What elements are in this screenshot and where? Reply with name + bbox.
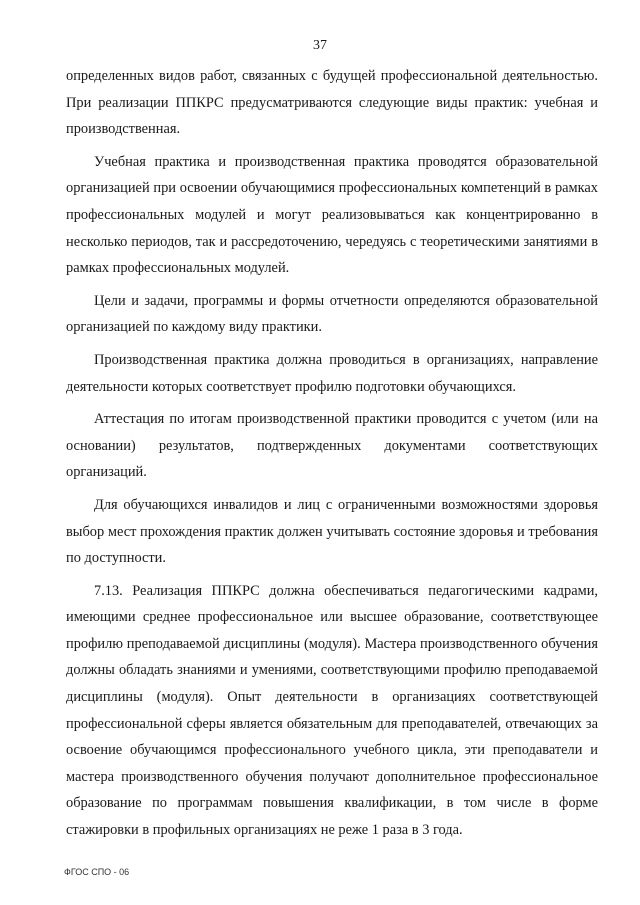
paragraph-production-practice: Производственная практика должна проводиться в организациях, направление деятельности которых соответствует профилю подготовки обучающихся. <box>66 351 598 395</box>
document-body <box>66 63 598 850</box>
footer-standard-code: ФГОС СПО - 06 <box>64 867 130 877</box>
paragraph-section-7-13: 7.13. Реализация ППКРС должна обеспечиваться педагогическими кадрами, имеющими среднее профессиональное или высшее образование, соответствующее профилю преподаваемой дисциплины (модуля). Мастера производственного обучения должны обладать знаниями и умениями, соответствующими профилю преподаваемой дисциплины (модуля). Опыт деятельности в организациях соответствующей профессиональной сферы является обязательным для преподавателей, отвечающих за освоение обучающимся профессионального учебного цикла, эти преподаватели и мастера производственного обучения получают дополнительное профессиональное образование по программам повышения квалификации, в том числе в форме стажировки в профильных организациях не реже 1 раза в 3 года. <box>66 582 598 839</box>
paragraph-practice-goals: Цели и задачи, программы и формы отчетности определяются образовательной организацией по каждому виду практики. <box>66 292 598 336</box>
paragraph-disabled-students: Для обучающихся инвалидов и лиц с ограниченными возможностями здоровья выбор мест прохождения практик должен учитывать состояние здоровья и требования по доступности. <box>66 496 598 567</box>
page-number: 37 <box>313 38 327 53</box>
paragraph-practice-conduct: Учебная практика и производственная практика проводятся образовательной организацией при освоении обучающимися профессиональных компетенций в рамках профессиональных модулей и могут реализовываться как концентрированно в несколько периодов, так и рассредоточению, чередуясь с теоретическими занятиями в рамках профессиональных модулей. <box>66 153 598 277</box>
paragraph-attestation: Аттестация по итогам производственной практики проводится с учетом (или на основании) результатов, подтвержденных документами соответствующих организаций. <box>66 411 598 481</box>
paragraph-continuation: определенных видов работ, связанных с будущей профессиональной деятельностью. При реализации ППКРС предусматриваются следующие виды практик: учебная и производственная. <box>66 68 598 138</box>
